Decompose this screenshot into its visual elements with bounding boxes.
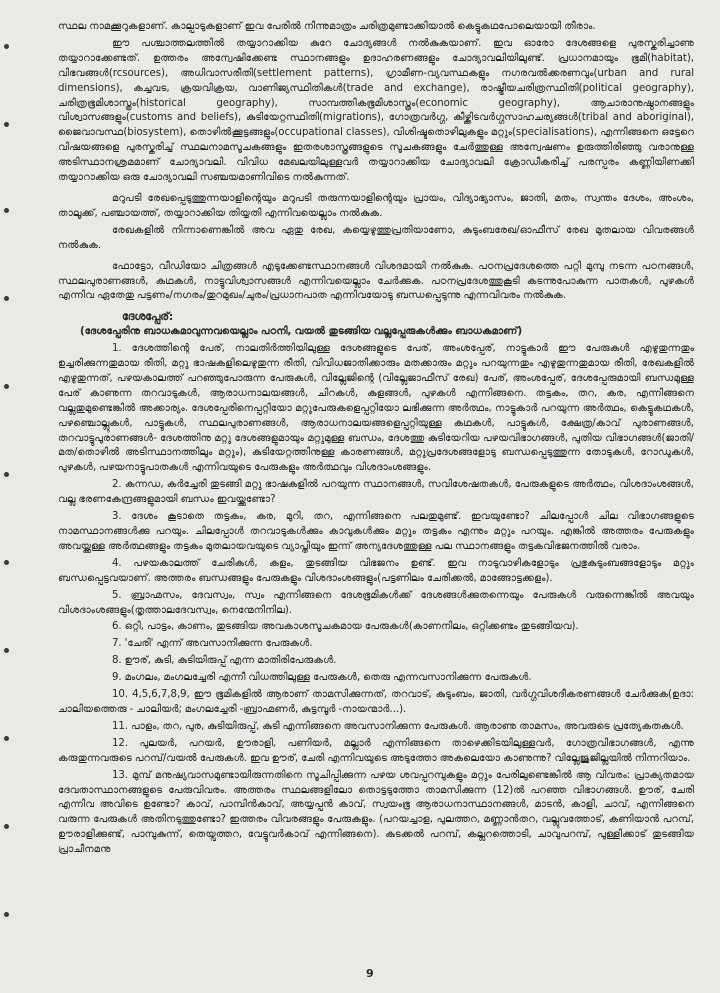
- paragraph-intro-end: സ്ഥല നാമക്കൂറുകളാണ്. കാല്പാടുകളാണ് ഇവ പേരിൽ നിന്നുമാത്രം ചരിത്രമുണ്ടാക്കിയാൽ കെട്ടുകഥപോലെയായി തീരാം.: [58, 21, 596, 32]
- punch-hole: [4, 736, 9, 741]
- punch-hole: [4, 648, 9, 653]
- list-item: 4. പഴയകാലത്ത് ചേരികൾ, കളം, തുടങ്ങിയ വിഭജനം ഉണ്ട്. ഇവ നാടുവാഴികളോടും പ്രഭുകുടുംബങ്ങളോടും മറ്റും ബന്ധപ്പെട്ടവയാണ്. അത്തരം ബന്ധങ്ങളും പേരുകളും വിശദാംശങ്ങളും(പട്ടണിലം ചേരിക്കൽ, മാങ്ങോട്ടക്കളം).: [58, 557, 694, 584]
- punch-hole: [4, 472, 9, 477]
- list-item: 6. ഒറ്റി, പാട്ടം, കാണം, തുടങ്ങിയ അവകാശസൂചകമായ പേരുകൾ(കാണനിലം, ഒറ്റിക്കണ്ടം തുടങ്ങിയവ).: [112, 621, 579, 633]
- punch-hole: [4, 122, 9, 127]
- list-item: 2. കന്നഡ, കർച്ചേരി തുടങ്ങി മറ്റു ഭാഷകളിൽ പറയുന്ന സ്ഥാനങ്ങൾ, സവിശേഷതകൾ, പേരുകളുടെ അർത്ഥം, വിശദാംശങ്ങൾ, വല്ല ഭരണകേന്ദ്രങ്ങളുമായി ബന്ധം ഇവയ്ക്കുണ്ടോ?: [58, 479, 694, 506]
- section-heading: ദേശപ്പേര്:: [122, 310, 174, 324]
- list-item: 8. ഊര്, കുടി, കുടിയിരുപ്പ് എന്ന മാതിരിപേരുകൾ.: [112, 655, 337, 667]
- section-subheading: (ദേശപ്പേരിനു ബാധകമാവുന്നവയെല്ലാം പഠനി, വയൽ തുടങ്ങിയ വല്ലപ്പേരുകൾക്കും ബാധകമാണ്): [80, 326, 523, 338]
- list-item: 3. ദേശം കൂടാതെ തട്ടകം, കര, മുറി, തറ, എന്നിങ്ങനെ പലതുമുണ്ട്. ഇവയുണ്ടോ? ചിലപ്പോൾ ചില വിഭാഗങ്ങളുടെ നാമസ്ഥാനങ്ങൾക്കു പറയും. ചിലപ്പോൾ തറവാടുകൾക്കും കാവുകൾക്കും മറ്റും തട്ടകം എന്നും മറ്റും പറയും. എങ്കിൽ അത്തരം പേരുകളും അവയ്ക്കുള്ള അർത്ഥങ്ങളും തട്ടകം മുതലായവയുടെ വ്യാപ്തിയും ഇന്ന് അന്യദേശത്തുള്ള പല സ്ഥാനങ്ങളും തട്ടകവിഭജനത്തിൽ വരാം.: [58, 511, 694, 552]
- list-item: 9. മംഗലം, മംഗലച്ചേരി എന്നീ വിധത്തിലുള്ള പേരുകൾ, തെരു എന്നവസാനിക്കുന്ന പേരുകൾ.: [112, 672, 532, 684]
- list-item: 11. പാളം, തറ, പുര, കുടിയിരുപ്പ്, കുടി എന്നിങ്ങനെ അവസാനിക്കുന്ന പേരുകൾ. ആരാണു താമസം, അവരുടെ പ്രത്യേകതകൾ.: [112, 720, 684, 732]
- list-item: 10. 4,5,6,7,8,9, ഈ ഭൂമികളിൽ ആരാണ് താമസിക്കുന്നത്, തറവാട്, കുടുംബം, ജാതി, വർഗ്ഗവിശദീകരണങ്ങൾ ചേർക്കുക(ഉദാ: ചാലിയത്തെരു - ചാലിയർ; മംഗലച്ചേരി -ബ്രാഹ്മണർ, കുട്ടമ്പൂർ -നായന്മാർ...).: [58, 689, 694, 715]
- binding-holes: [4, 0, 12, 993]
- paragraph-questionnaire-overview: ഈ പശ്ചാത്തലത്തിൽ തയ്യാറാക്കിയ കുറേ ചോദ്യങ്ങൾ നൽകുകയാണ്. ഇവ ഓരോ ദേശങ്ങളെ പുരസ്കരിച്ചാണു തയ്യാറാക്കേണ്ടത്. ഉത്തരം അന്വേഷിക്കേണ്ട സ്ഥാനങ്ങളും ഉദാഹരണങ്ങളും ചോദ്യാവലിയിലുണ്ട്. പ്രധാനമായും ഭൂമി(habitat), വിഭവങ്ങൾ(rcsources), അധിവാസരീതി(settlement patterns), ഗ്രാമീണ-വ്യവസ്ഥകളും നഗരവൽക്കരണവും(urban and rural dimensions), കച്ചവട, ക്രയവിക്രയ, വാണിജ്യസ്ഥിതികൾ(trade and exchange), രാഷ്ട്രീയചരിത്രസ്ഥിതി(political geography), ചരിത്രഭൂമിശാസ്ത്രം(historical geography), സാമ്പത്തികഭൂമിശാസ്ത്രം(economic geography), ആചാരാനുഷ്ഠാനങ്ങളും വിശ്വാസങ്ങളും(customs and beliefs), കുടിയേറ്റസ്ഥിതി(migrations), ഗോത്രവർഗ്ഗ, കീഴ്ക്കിടവർഗ്ഗസാഹചര്യങ്ങൾ(tribal and aboriginal), ജൈവാവസ്ഥ(biosystem), തൊഴിൽക്കൂട്ടങ്ങളും(occupational classes), വിശിഷ്ടതൊഴിലുകളും മറ്റും(specialisations), എന്നിങ്ങനെ ഒട്ടേറെ വിഷയങ്ങളെ പുരസ്കരിച്ച് സ്ഥലനാമസൂചകങ്ങളും ഇതരശാസ്ത്രങ്ങളുടെ സൂചകങ്ങളും ചേർത്തുള്ള അന്വേഷണം ഉരുത്തിരിഞ്ഞു വരാനുള്ള അടിസ്ഥാനശ്രമമാണ് ചോദ്യാവലി. വിവിധ മേഖലയിലുള്ളവർ തയ്യാറാക്കിയ ചോദ്യാവലി ക്രോഡീകരിച്ച് പരസ്പരം കണ്ണിയിണക്കി തയ്യാറാക്കിയ ഒരു ചോദ്യാവലി സഞ്ചയമാണിവിടെ നൽകുന്നത്.: [58, 37, 694, 184]
- punch-hole: [4, 912, 9, 917]
- list-item: 5. ബ്രാഹ്മസം, ദേവസ്വം, സ്വം എന്നിങ്ങനെ ദേശഭൂമികൾക്ക് ദേശങ്ങൾക്കുതന്നെയും പേരുകൾ വരുന്നെങ്കിൽ അവയും വിശദാംശങ്ങളും(തൃത്താലദേവസ്വം, നെന്മേനിനില).: [58, 589, 694, 616]
- punch-hole: [4, 296, 9, 301]
- punch-hole: [4, 384, 9, 389]
- page-number: 9: [366, 967, 374, 980]
- paragraph-respondent-details: മറുപടി രേഖപ്പെടുത്തുന്നയാളിന്റെയും മറുപടി തരുന്നയാളിന്റെയും പ്രായം, വിദ്യാഭ്യാസം, ജാതി, മതം, സ്വന്തം ദേശം, അംശം, താലൂക്ക്, പഞ്ചായത്ത്, തയ്യാറാക്കിയ തിയ്യതി എന്നിവയെല്ലാം നൽകുക.: [58, 192, 694, 219]
- punch-hole: [4, 44, 9, 49]
- list-item: 13. മുമ്പ് മനുഷ്യവാസമുണ്ടായിരുന്നതിനെ സൂചിപ്പിക്കുന്ന പഴയ ശവപ്പറമ്പുകളും മറ്റും പേരിലുണ്ടെങ്കിൽ ആ വിവരം: പ്രാക്യതമായ ദേവതാസ്ഥാനങ്ങളുടെ പേരുവിവരം. അത്തരം സ്ഥലങ്ങളിലോ തൊട്ടടുത്തോ താമസിക്കുന്ന (12)ൽ പറഞ്ഞ വിഭാഗങ്ങൾ. ഊര്, ചേരി എന്നിവ അവിടെ ഉണ്ടോ? കാവ്, പാമ്പിൻകാവ്, അയ്യപ്പൻ കാവ്, സ്വയംഭൂ ആരാധനാസ്ഥാനങ്ങൾ, മാടൻ, കാളി, ചാവ്, എന്നിങ്ങനെ വരുന്ന പേരുകൾ അതിനടുത്തുണ്ടോ? ഇത്തരം വിവരങ്ങളും പേരുകളും. (പറയച്ചാള, പുലത്തറ, മണ്ണാൻതറ, വല്ലുവത്തോട്, കണിയാൻ പറമ്പ്, ഊരാളിക്കുണ്ട്, പാമ്പുകുന്ന്, തെയ്വത്തറ, വേട്ടുവർകാവ് എന്നിങ്ങനെ). കുടക്കൽ പറമ്പ്, കല്ലറത്തൊടി, ചാവുപറമ്പ്, പുള്ളിക്കാട് തുടങ്ങിയ പ്രാചീനമനു: [58, 769, 694, 856]
- list-item: 1. ദേശത്തിന്റെ പേര്, നാലതിർത്തിയിലുള്ള ദേശങ്ങളുടെ പേര്, അംശപ്പേര്, നാട്ടുകാർ ഈ പേരുകൾ എഴുതുന്നതും ഉച്ചരിക്കുന്നതുമായ രീതി, മറ്റു ഭാഷകളിലെഴുതുന്ന രീതി, വിവിധജാതിക്കാരും മതക്കാരും മറ്റും പറയുന്നതും എഴുതുന്നതുമായ രീതി, രേഖകളിൽ എഴുതുന്നത്, പഴയകാലത്ത് പറഞ്ഞുപോരുന്ന പേരുകൾ, വില്ലേജിന്റെ (വില്ലേജാഫീസ് രേഖ) പേര്, അംശപ്പേര്, ദേശപ്പേരുമായി ബന്ധമുള്ള പേര് കാണുന്ന തറവാടുകൾ, ആരാധനാലയങ്ങൾ, ചിറകൾ, കുളങ്ങൾ, പുഴകൾ എന്നിങ്ങനെ. തട്ടകം, തറ, കര, എന്നിങ്ങനെ വല്ലതുമുണ്ടെങ്കിൽ അക്കാര്യം. ദേശപ്പേരിനെപ്പറ്റിയോ മറ്റുപേരുകളെപ്പറ്റിയോ ലഭിക്കുന്ന അർത്ഥം, നാട്ടുകാർ പറയുന്ന അർത്ഥം, കെട്ടുകഥകൾ, പഴഞ്ചൊല്ലുകൾ, പാട്ടുകൾ, സ്ഥലപുരാണങ്ങൾ, ആരാധനാലയങ്ങളെപ്പറ്റിയുള്ള കഥകൾ, പാട്ടുകൾ, ക്ഷേത്ര/കാവ് പുരാണങ്ങൾ, തറവാട്ടുപുരാണങ്ങൾ- ദേശത്തിനു മറ്റു ദേശങ്ങളുമായും മറ്റുമുള്ള ബന്ധം, ദേശത്തു കുടിയേറിയ പഴയവിഭാഗങ്ങൾ, പുതിയ വിഭാഗങ്ങൾ(ജാതി/മത/തൊഴിൽ അടിസ്ഥാനത്തിലും മറ്റും), കുടിയേറ്റത്തിനുള്ള കാരണങ്ങൾ, മറ്റുപ്രദേശങ്ങളോടു ബന്ധപ്പെടുത്തുന്ന തോടുകൾ, റോഡുകൾ, പുഴകൾ, പഴയനാട്ടുപാതകൾ എന്നിവയുടെ പേരുകളും അർത്ഥവും വിശദാംശങ്ങളും.: [58, 343, 694, 474]
- list-item: 12. പുലയർ, പറയർ, ഊരാളി, പണിയർ, മല്ലാർ എന്നിങ്ങനെ താഴെക്കിടയിലുള്ളവർ, ഗോത്രവിഭാഗങ്ങൾ, എന്നു കരുതുന്നവരുടെ പറമ്പ്/വയൽ പേരുകൾ. ഇവ ഊര്, ചേരി എന്നിവയുടെ അടുത്തോ അകലെയോ കാണുന്നു? വില്ലേജുജില്ലയിൽ നിന്നറിയാം.: [58, 737, 694, 764]
- paragraph-records: രേഖകളിൽ നിന്നാണെങ്കിൽ അവ ഏതു രേഖ, കയ്യെഴുത്തുപ്രതിയാണോ, കുടുംബരേഖ/ഓഫീസ് രേഖ മുതലായ വിവരങ്ങൾ നൽകുക.: [58, 224, 694, 251]
- punch-hole: [4, 824, 9, 829]
- punch-hole: [4, 560, 9, 565]
- punch-hole: [4, 208, 9, 213]
- list-item: 7. 'ചേരി' എന്ന് അവസാനിക്കുന്ന പേരുകൾ.: [112, 638, 313, 650]
- paragraph-photo-video: ഫോട്ടോ, വീഡിയോ ചിത്രങ്ങൾ എടുക്കേണ്ടസ്ഥാനങ്ങൾ വിശദമായി നൽകുക. പഠനപ്രദേശത്തെ പറ്റി മുമ്പു നടന്ന പഠനങ്ങൾ, സ്ഥലപുരാണങ്ങൾ, കഥകൾ, നാട്ടുവിശ്വാസങ്ങൾ എന്നിവയെല്ലാം ചേർക്കുക. പഠനപ്രദേശത്തുകൂടി കടന്നുപോകുന്ന പാതകൾ, പുഴകൾ എന്നിവ ഏതേതു പട്ടണം/നഗരം/തുറമുഖം/ചുരം/പ്രധാനപാത എന്നിവയോടു ബന്ധപ്പെടുന്നു എന്നവിവരം നൽകുക.: [58, 260, 694, 302]
